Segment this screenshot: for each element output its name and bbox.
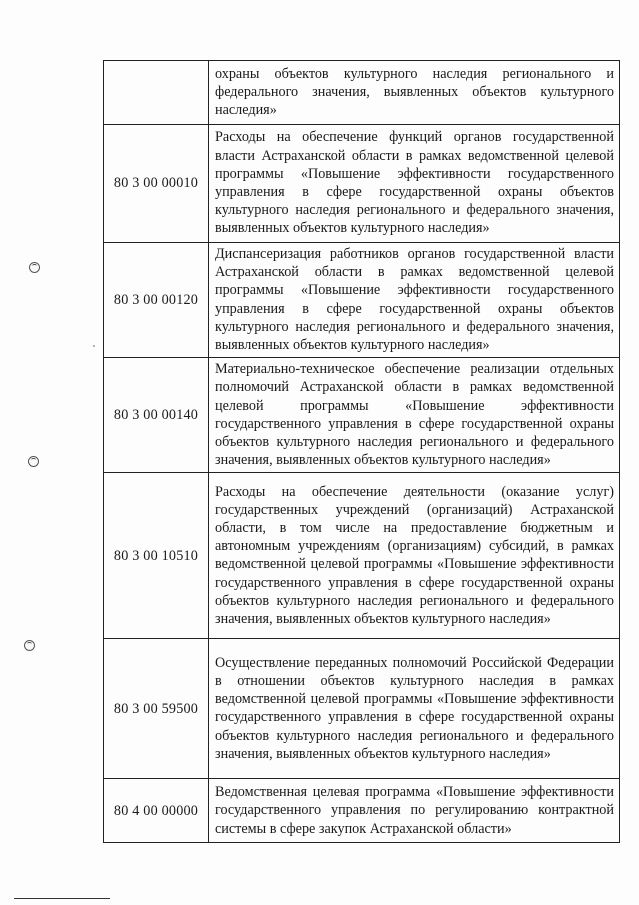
row-description-cell: Расходы на обеспечение деятельности (оказание услуг) государственных учреждений (организаций) Астраханской области, в том числе на предоставление бюджетным и автономным учреждениям (организациям) субсидий, в рамках ведомственной целевой программы «Повышение эффективности государственного управления в сфере государственной охраны объектов культурного наследия регионального и федерального значения, выявленных объектов культурного наследия» xyxy=(209,473,620,639)
table-row xyxy=(104,473,620,639)
row-description-cell: Диспансеризация работников органов государственной власти Астраханской области в рамках ведомственной целевой программы «Повышение эффективности государственного управления в сфере государственной охраны объектов культурного наследия регионального и федерального значения, выявленных объектов культурного наследия» xyxy=(209,243,620,358)
row-code-cell: 80 3 00 59500 xyxy=(104,639,209,779)
row-description-cell: Материально-техническое обеспечение реализации отдельных полномочий Астраханской области в рамках ведомственной целевой программы «Повышение эффективности государственного управления в сфере государственной охраны объектов культурного наследия регионального и федерального значения, выявленных объектов культурного наследия» xyxy=(209,358,620,473)
table-row xyxy=(104,779,620,843)
binder-hole-mark xyxy=(29,262,40,273)
row-code-cell: 80 4 00 00000 xyxy=(104,779,209,843)
row-code-cell: 80 3 00 00010 xyxy=(104,125,209,243)
page-bottom-rule xyxy=(14,898,110,899)
table-row xyxy=(104,125,620,243)
row-description-cell: охраны объектов культурного наследия регионального и федерального значения, выявленных объектов культурного наследия» xyxy=(209,61,620,125)
budget-classification-table xyxy=(103,60,620,843)
table-row xyxy=(104,61,620,125)
row-code-cell: 80 3 00 10510 xyxy=(104,473,209,639)
binder-hole-mark xyxy=(28,456,39,467)
scan-speck xyxy=(93,345,95,347)
row-code-cell: 80 3 00 00140 xyxy=(104,358,209,473)
table-row xyxy=(104,243,620,358)
row-description-cell: Ведомственная целевая программа «Повышение эффективности государственного управления по регулированию контрактной системы в сфере закупок Астраханской области» xyxy=(209,779,620,843)
row-code-cell: 80 3 00 00120 xyxy=(104,243,209,358)
table-row xyxy=(104,358,620,473)
row-code-cell xyxy=(104,61,209,125)
row-description-cell: Осуществление переданных полномочий Российской Федерации в отношении объектов культурного наследия в рамках ведомственной целевой программы «Повышение эффективности государственного управления в сфере государственной охраны объектов культурного наследия регионального и федерального значения, выявленных объектов культурного наследия» xyxy=(209,639,620,779)
table-row xyxy=(104,639,620,779)
binder-hole-mark xyxy=(24,640,35,651)
row-description-cell: Расходы на обеспечение функций органов государственной власти Астраханской области в рамках ведомственной целевой программы «Повышение эффективности государственного управления в сфере государственной охраны объектов культурного наследия регионального и федерального значения, выявленных объектов культурного наследия» xyxy=(209,125,620,243)
